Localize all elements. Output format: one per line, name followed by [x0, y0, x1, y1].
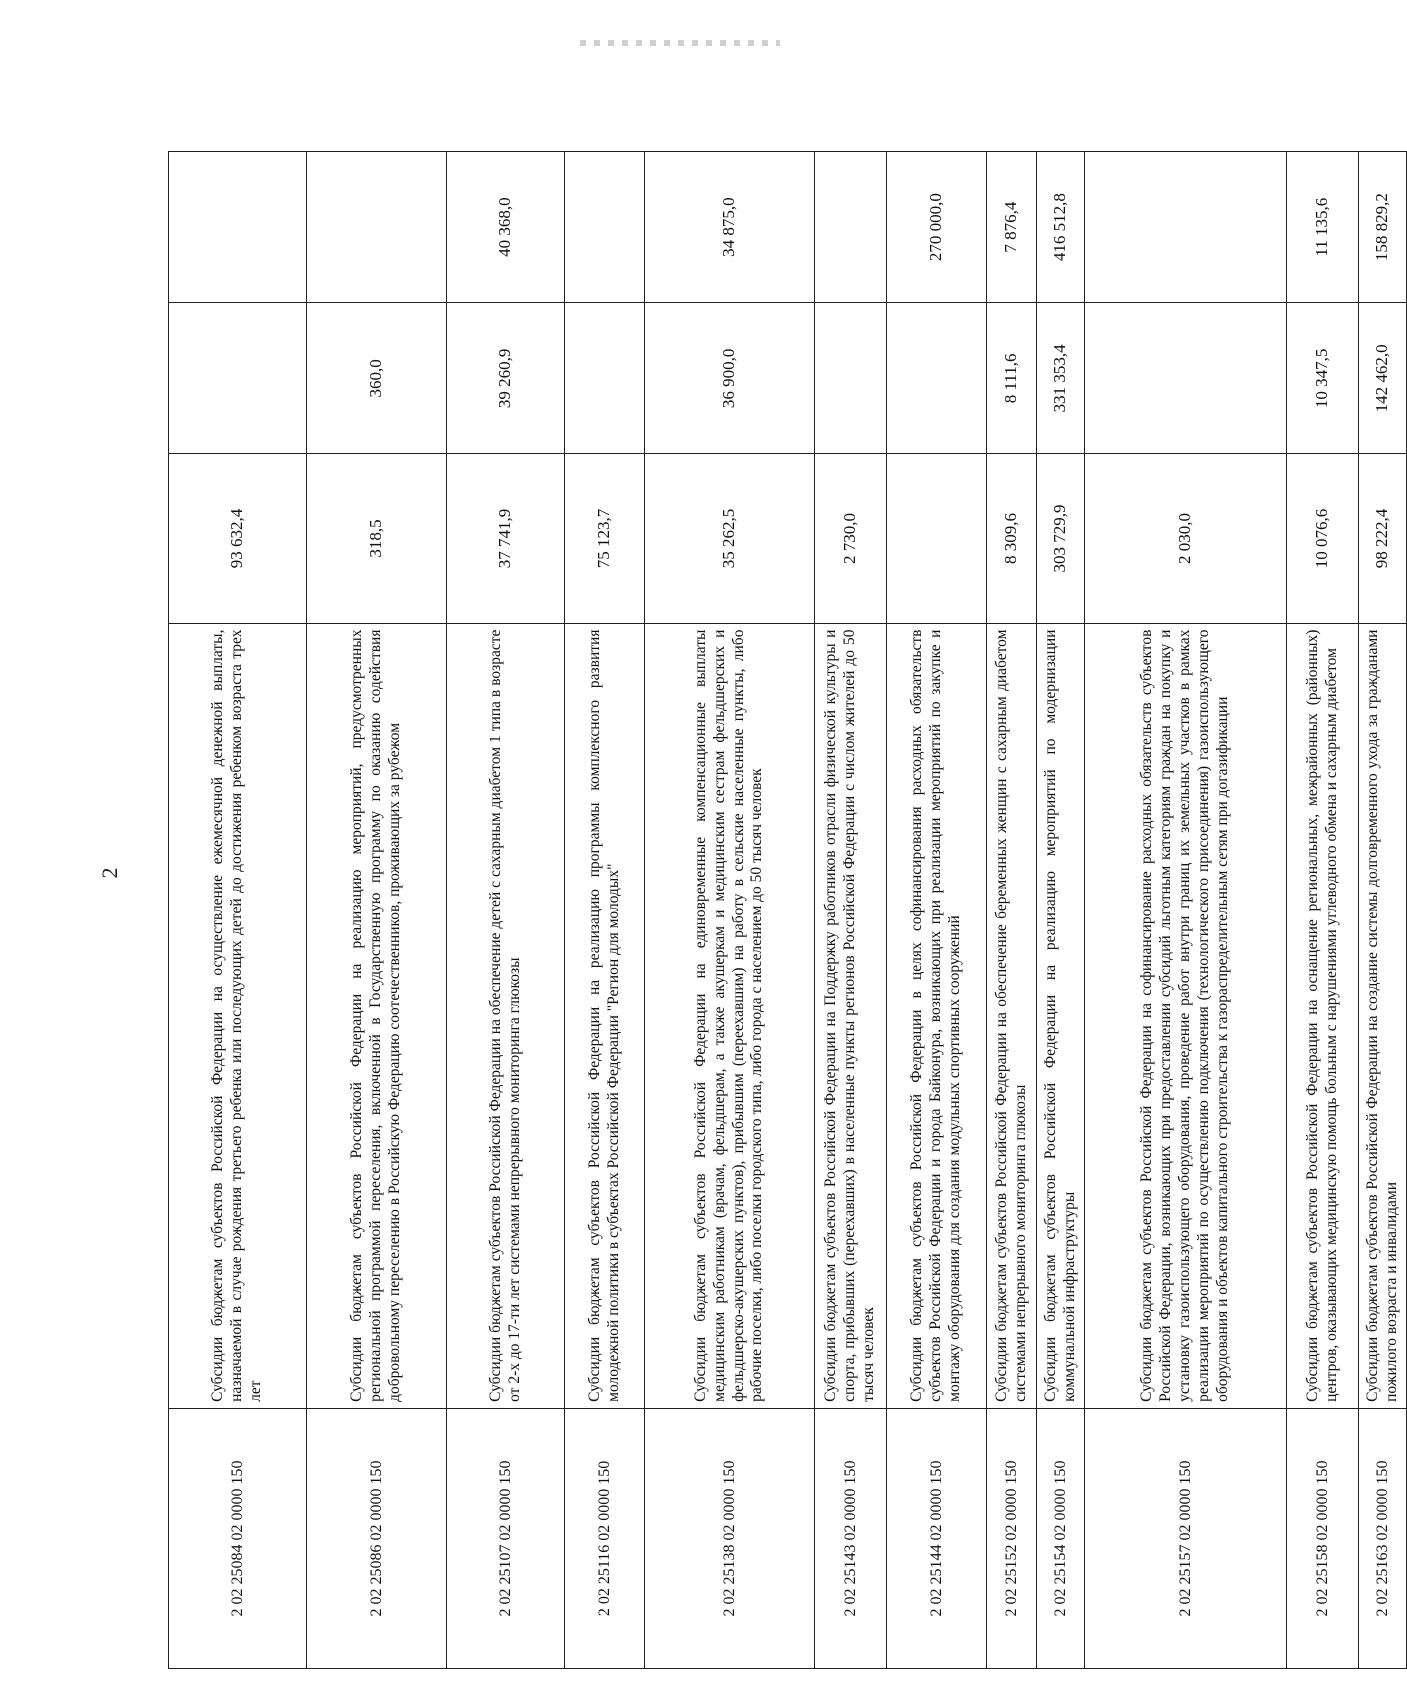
year1-amount-cell: 37 741,9 [447, 454, 565, 623]
table-row [987, 152, 1037, 1669]
table-row [1287, 152, 1359, 1669]
budget-code-cell: 2 02 25163 02 0000 150 [1359, 1408, 1407, 1668]
table-row [1037, 152, 1085, 1669]
table-row [645, 152, 815, 1669]
description-cell: Субсидии бюджетам субъектов Российской Федерации на единовременные компенсационные выплаты медицинским работникам (врачам, фельдшерам, а также акушеркам и медицинским сестрам фельдшерских и фельдшерско-акушерских пунктов), прибывшим (переехавшим) на работу в сельские населенные пункты, либо рабочие поселки, либо поселки городского типа, либо города с населением до 50 тысяч человек [645, 623, 815, 1408]
budget-code-cell: 2 02 25143 02 0000 150 [815, 1408, 887, 1668]
table-row [307, 152, 447, 1669]
description-cell: Субсидии бюджетам субъектов Российской Федерации в целях софинансирования расходных обязательств субъектов Российской Федерации и города Байконура, возникающих при реализации мероприятий по закупке и монтажу оборудования для создания модульных спортивных сооружений [887, 623, 987, 1408]
budget-code-cell: 2 02 25107 02 0000 150 [447, 1408, 565, 1668]
year3-amount-cell [565, 152, 645, 303]
year3-amount-cell: 7 876,4 [987, 152, 1037, 303]
rotated-table-wrapper [168, 151, 1400, 1669]
year3-amount-cell: 40 368,0 [447, 152, 565, 303]
year1-amount-cell: 2 730,0 [815, 454, 887, 623]
description-cell: Субсидии бюджетам субъектов Российской Федерации на реализацию программы комплексного развития молодежной политики в субъектах Российской Федерации "Регион для молодых" [565, 623, 645, 1408]
year3-amount-cell [1085, 152, 1287, 303]
year2-amount-cell: 360,0 [307, 303, 447, 454]
description-cell: Субсидии бюджетам субъектов Российской Федерации на создание системы долговременного ухода за гражданами пожилого возраста и инвалидами [1359, 623, 1407, 1408]
description-cell: Субсидии бюджетам субъектов Российской Федерации на обеспечение детей с сахарным диабетом 1 типа в возрасте от 2-х до 17-ти лет системами непрерывного мониторинга глюкозы [447, 623, 565, 1408]
year2-amount-cell: 8 111,6 [987, 303, 1037, 454]
description-cell: Субсидии бюджетам субъектов Российской Федерации на софинансирование расходных обязательств субъектов Российской Федерации, возникающих при предоставлении субсидий льготным категориям граждан на покупку и установку газоиспользующего оборудования, проведение работ внутри границ их земельных участков в рамках реализации мероприятий по осуществлению подключения (технологического присоединения) газоиспользующего оборудования и объектов капитального строительства к газораспределительным сетям при догазификации [1085, 623, 1287, 1408]
year2-amount-cell: 331 353,4 [1037, 303, 1085, 454]
year3-amount-cell [169, 152, 307, 303]
year1-amount-cell: 75 123,7 [565, 454, 645, 623]
table-row [887, 152, 987, 1669]
year2-amount-cell: 10 347,5 [1287, 303, 1359, 454]
year1-amount-cell: 98 222,4 [1359, 454, 1407, 623]
description-cell: Субсидии бюджетам субъектов Российской Федерации на реализацию мероприятий, предусмотренных региональной программой переселения, включенной в Государственную программу по оказанию содействия добровольному переселению в Российскую Федерацию соотечественников, проживающих за рубежом [307, 623, 447, 1408]
year3-amount-cell: 158 829,2 [1359, 152, 1407, 303]
budget-code-cell: 2 02 25084 02 0000 150 [169, 1408, 307, 1668]
year1-amount-cell: 93 632,4 [169, 454, 307, 623]
year2-amount-cell [565, 303, 645, 454]
budget-code-cell: 2 02 25116 02 0000 150 [565, 1408, 645, 1668]
budget-code-cell: 2 02 25158 02 0000 150 [1287, 1408, 1359, 1668]
year3-amount-cell: 416 512,8 [1037, 152, 1085, 303]
year2-amount-cell [815, 303, 887, 454]
table-row [1085, 152, 1287, 1669]
year1-amount-cell [887, 454, 987, 623]
table-row [447, 152, 565, 1669]
year1-amount-cell: 2 030,0 [1085, 454, 1287, 623]
budget-code-cell: 2 02 25157 02 0000 150 [1085, 1408, 1287, 1668]
year2-amount-cell [1085, 303, 1287, 454]
year1-amount-cell: 303 729,9 [1037, 454, 1085, 623]
budget-code-cell: 2 02 25144 02 0000 150 [887, 1408, 987, 1668]
year2-amount-cell: 142 462,0 [1359, 303, 1407, 454]
year1-amount-cell: 8 309,6 [987, 454, 1037, 623]
budget-code-cell: 2 02 25138 02 0000 150 [645, 1408, 815, 1668]
description-cell: Субсидии бюджетам субъектов Российской Федерации на оснащение региональных, межрайонных (районных) центров, оказывающих медицинскую помощь больным с нарушениями углеводного обмена и сахарным диабетом [1287, 623, 1359, 1408]
year3-amount-cell [815, 152, 887, 303]
budget-code-cell: 2 02 25154 02 0000 150 [1037, 1408, 1085, 1668]
description-cell: Субсидии бюджетам субъектов Российской Федерации на осуществление ежемесячной денежной выплаты, назначаемой в случае рождения третьего ребенка или последующих детей до достижения ребенком возраста трех лет [169, 623, 307, 1408]
year2-amount-cell: 39 260,9 [447, 303, 565, 454]
year3-amount-cell [307, 152, 447, 303]
budget-code-cell: 2 02 25152 02 0000 150 [987, 1408, 1037, 1668]
year1-amount-cell: 10 076,6 [1287, 454, 1359, 623]
year2-amount-cell [887, 303, 987, 454]
year3-amount-cell: 11 135,6 [1287, 152, 1359, 303]
description-cell: Субсидии бюджетам субъектов Российской Федерации на реализацию мероприятий по модернизации коммунальной инфраструктуры [1037, 623, 1085, 1408]
year2-amount-cell: 36 900,0 [645, 303, 815, 454]
table-row [169, 152, 307, 1669]
table-row [815, 152, 887, 1669]
year1-amount-cell: 35 262,5 [645, 454, 815, 623]
year3-amount-cell: 270 000,0 [887, 152, 987, 303]
description-cell: Субсидии бюджетам субъектов Российской Федерации на обеспечение беременных женщин с сахарным диабетом системами непрерывного мониторинга глюкозы [987, 623, 1037, 1408]
budget-table [168, 151, 1407, 1669]
table-row [1359, 152, 1407, 1669]
scan-artifact [580, 40, 780, 46]
year3-amount-cell: 34 875,0 [645, 152, 815, 303]
table-row [565, 152, 645, 1669]
budget-code-cell: 2 02 25086 02 0000 150 [307, 1408, 447, 1668]
page-number: 2 [97, 867, 122, 879]
year1-amount-cell: 318,5 [307, 454, 447, 623]
year2-amount-cell [169, 303, 307, 454]
description-cell: Субсидии бюджетам субъектов Российской Федерации на Поддержку работников отрасли физической культуры и спорта, прибывших (переехавших) в населенные пункты регионов Российской Федерации с числом жителей до 50 тысяч человек [815, 623, 887, 1408]
